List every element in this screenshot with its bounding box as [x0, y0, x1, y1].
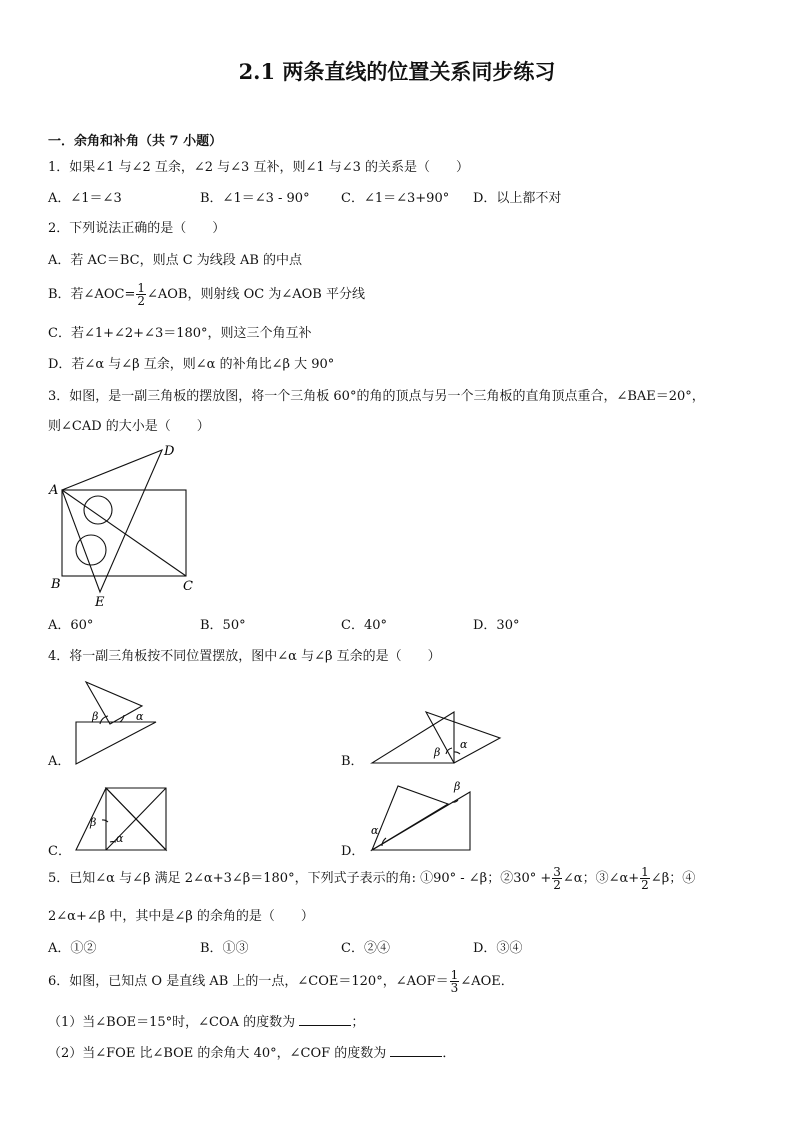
q2-b-prefix: B．若∠AOC=: [48, 287, 136, 302]
svg-text:β: β: [434, 746, 441, 759]
q4-figure-b: [368, 708, 508, 770]
question-1-stem: 1．如果∠1 与∠2 互余，∠2 与∠3 互补，则∠1 与∠3 的关系是（ ）: [48, 160, 470, 175]
svg-text:β: β: [92, 710, 99, 723]
q4-option-d[interactable]: D．: [341, 844, 365, 859]
fraction: $\frac{1}{2}$: [641, 865, 649, 892]
question-6-stem: 6．如图，已知点 O 是直线 AB 上的一点，∠COE＝120°，∠AOF＝ $\frac{1}{3}$ ∠AOE．: [48, 968, 514, 995]
q3-option-b[interactable]: B．50°: [200, 618, 246, 633]
sixty-degree-board: [62, 450, 162, 592]
svg-text:α: α: [460, 738, 468, 751]
q3-option-d[interactable]: D．30°: [473, 618, 520, 633]
question-2-stem: 2．下列说法正确的是（ ）: [48, 221, 226, 236]
q2-option-d[interactable]: D．若∠α 与∠β 互余，则∠α 的补角比∠β 大 90°: [48, 357, 335, 372]
q4-figure-d: [368, 776, 478, 858]
label-b: B: [51, 577, 61, 592]
question-5-line2: 2∠α+∠β 中，其中是∠β 的余角的是（ ）: [48, 909, 314, 924]
q6-subquestion-1: （1）当∠BOE＝15°时，∠COA 的度数为 ；: [48, 1015, 365, 1030]
label-d: D: [164, 444, 175, 459]
label-e: E: [95, 595, 105, 610]
page-title: 2.1 两条直线的位置关系同步练习: [238, 59, 556, 84]
label-c: C: [183, 579, 193, 594]
q3-option-c[interactable]: C．40°: [341, 618, 387, 633]
q1-option-c[interactable]: C．∠1＝∠3+90°: [341, 191, 450, 206]
svg-text:α: α: [116, 832, 124, 845]
q4-option-a[interactable]: A．: [48, 754, 71, 769]
q4-figure-c: [72, 784, 172, 858]
q2-option-b[interactable]: [48, 282, 365, 307]
q2-option-c[interactable]: C．若∠1+∠2+∠3＝180°，则这三个角互补: [48, 326, 312, 341]
q4-figure-a: [72, 678, 162, 768]
q6-subquestion-2: （2）当∠FOE 比∠BOE 的余角大 40°，∠COF 的度数为 ．: [48, 1046, 456, 1061]
q1-option-a[interactable]: A．∠1＝∠3: [48, 191, 122, 206]
svg-text:α: α: [371, 824, 379, 837]
answer-blank[interactable]: [299, 1013, 351, 1026]
q2-option-a[interactable]: A．若 AC＝BC，则点 C 为线段 AB 的中点: [48, 253, 303, 268]
q3-option-a[interactable]: A．60°: [48, 618, 94, 633]
section-heading: 一．余角和补角（共 7 小题）: [48, 134, 223, 149]
question-4-stem: 4．将一副三角板按不同位置摆放，图中∠α 与∠β 互余的是（ ）: [48, 649, 441, 664]
svg-text:β: β: [454, 780, 461, 793]
q5-option-a[interactable]: A．①②: [48, 941, 97, 956]
fraction: $\frac{1}{2}$: [137, 281, 145, 308]
q1-option-b[interactable]: B．∠1＝∠3 - 90°: [200, 191, 310, 206]
q3-figure: [40, 440, 210, 612]
q5-option-d[interactable]: D．③④: [473, 941, 523, 956]
q5-option-c[interactable]: C．②④: [341, 941, 390, 956]
question-3-stem-line2: 则∠CAD 的大小是（ ）: [48, 419, 210, 434]
q4-option-c[interactable]: C．: [48, 844, 71, 859]
q4-option-b[interactable]: B．: [341, 754, 364, 769]
q2-b-suffix: ∠AOB，则射线 OC 为∠AOB 平分线: [146, 287, 365, 302]
fraction: $\frac{1}{3}$: [450, 968, 459, 995]
q1-option-d[interactable]: D．以上都不对: [473, 191, 562, 206]
label-a: A: [49, 483, 59, 498]
question-3-stem-line1: 3．如图，是一副三角板的摆放图，将一个三角板 60°的角的顶点与另一个三角板的直角顶点重合，∠BAE＝20°，: [48, 389, 705, 404]
svg-text:β: β: [90, 816, 97, 829]
question-5-line1: 5．已知∠α 与∠β 满足 2∠α+3∠β＝180°，下列式子表示的角: ①90° - ∠β；②30° + $\frac{3}{2}$ ∠α；③∠α+ $\frac{1}{2}$ ∠β；④: [48, 865, 696, 892]
svg-text:α: α: [136, 710, 144, 723]
answer-blank[interactable]: [390, 1044, 442, 1057]
q5-option-b[interactable]: B．①③: [200, 941, 249, 956]
fraction: $\frac{3}{2}$: [553, 865, 561, 892]
